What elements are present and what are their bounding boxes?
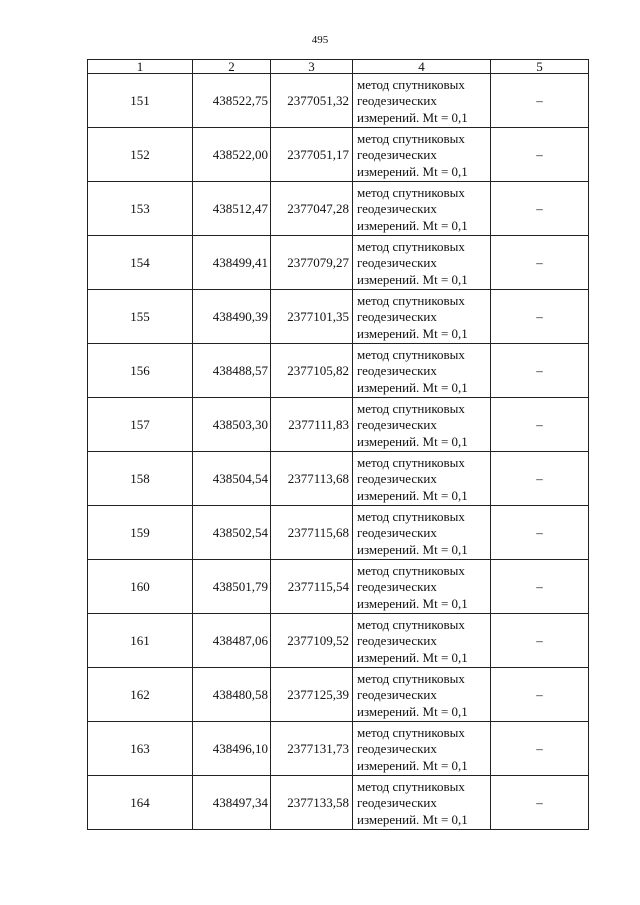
note-cell: –	[491, 128, 589, 182]
point-number-cell: 161	[88, 614, 193, 668]
x-coordinate-cell: 438480,58	[193, 668, 271, 722]
table-header	[88, 60, 589, 74]
note-cell: –	[491, 668, 589, 722]
method-cell	[353, 506, 491, 560]
method-cell	[353, 128, 491, 182]
y-coordinate-cell: 2377051,17	[271, 128, 353, 182]
y-coordinate-cell: 2377115,68	[271, 506, 353, 560]
y-coordinate-cell: 2377111,83	[271, 398, 353, 452]
method-line: измерений. Mt = 0,1	[357, 757, 468, 773]
method-line: метод спутниковых	[357, 238, 465, 254]
method-line: измерений. Mt = 0,1	[357, 217, 468, 233]
method-line: метод спутниковых	[357, 778, 465, 794]
header-cell-5: 5	[491, 60, 589, 74]
table-row	[88, 74, 589, 128]
point-number-cell: 154	[88, 236, 193, 290]
table-row	[88, 776, 589, 830]
point-number-cell: 156	[88, 344, 193, 398]
table-row	[88, 128, 589, 182]
method-line: метод спутниковых	[357, 454, 465, 470]
x-coordinate-cell: 438502,54	[193, 506, 271, 560]
y-coordinate-cell: 2377109,52	[271, 614, 353, 668]
point-number-cell: 163	[88, 722, 193, 776]
point-number-cell: 160	[88, 560, 193, 614]
method-line: геодезических	[357, 579, 437, 594]
method-line: геодезических	[357, 417, 437, 432]
y-coordinate-cell: 2377125,39	[271, 668, 353, 722]
point-number-cell: 155	[88, 290, 193, 344]
method-line: метод спутниковых	[357, 292, 465, 308]
x-coordinate-cell: 438503,30	[193, 398, 271, 452]
y-coordinate-cell: 2377079,27	[271, 236, 353, 290]
x-coordinate-cell: 438496,10	[193, 722, 271, 776]
method-line: измерений. Mt = 0,1	[357, 379, 468, 395]
point-number-cell: 164	[88, 776, 193, 830]
method-cell	[353, 668, 491, 722]
table-row	[88, 236, 589, 290]
method-cell	[353, 344, 491, 398]
method-line: измерений. Mt = 0,1	[357, 703, 468, 719]
x-coordinate-cell: 438497,34	[193, 776, 271, 830]
method-cell	[353, 776, 491, 830]
coordinates-table	[87, 59, 589, 830]
method-line: геодезических	[357, 795, 437, 810]
note-cell: –	[491, 290, 589, 344]
method-line: метод спутниковых	[357, 616, 465, 632]
method-line: измерений. Mt = 0,1	[357, 541, 468, 557]
method-cell	[353, 182, 491, 236]
method-line: измерений. Mt = 0,1	[357, 325, 468, 341]
page-number: 495	[311, 34, 329, 46]
x-coordinate-cell: 438512,47	[193, 182, 271, 236]
method-line: измерений. Mt = 0,1	[357, 109, 468, 125]
y-coordinate-cell: 2377047,28	[271, 182, 353, 236]
method-line: геодезических	[357, 309, 437, 324]
method-cell	[353, 560, 491, 614]
note-cell: –	[491, 182, 589, 236]
method-line: геодезических	[357, 525, 437, 540]
point-number-cell: 153	[88, 182, 193, 236]
point-number-cell: 152	[88, 128, 193, 182]
y-coordinate-cell: 2377113,68	[271, 452, 353, 506]
point-number-cell: 159	[88, 506, 193, 560]
method-cell	[353, 398, 491, 452]
table-row	[88, 452, 589, 506]
method-cell	[353, 236, 491, 290]
method-line: геодезических	[357, 741, 437, 756]
note-cell: –	[491, 236, 589, 290]
method-cell	[353, 74, 491, 128]
y-coordinate-cell: 2377051,32	[271, 74, 353, 128]
method-line: геодезических	[357, 471, 437, 486]
method-line: метод спутниковых	[357, 130, 465, 146]
y-coordinate-cell: 2377131,73	[271, 722, 353, 776]
x-coordinate-cell: 438522,00	[193, 128, 271, 182]
method-cell	[353, 452, 491, 506]
method-cell	[353, 290, 491, 344]
table-row	[88, 560, 589, 614]
table-row	[88, 668, 589, 722]
note-cell: –	[491, 344, 589, 398]
method-line: измерений. Mt = 0,1	[357, 487, 468, 503]
header-cell-1: 1	[88, 60, 193, 74]
method-line: геодезических	[357, 147, 437, 162]
y-coordinate-cell: 2377101,35	[271, 290, 353, 344]
header-cell-2: 2	[193, 60, 271, 74]
method-line: геодезических	[357, 93, 437, 108]
table-body	[88, 74, 589, 830]
x-coordinate-cell: 438501,79	[193, 560, 271, 614]
table-row	[88, 290, 589, 344]
point-number-cell: 151	[88, 74, 193, 128]
method-line: измерений. Mt = 0,1	[357, 595, 468, 611]
point-number-cell: 162	[88, 668, 193, 722]
y-coordinate-cell: 2377115,54	[271, 560, 353, 614]
table-row	[88, 614, 589, 668]
note-cell: –	[491, 452, 589, 506]
method-cell	[353, 722, 491, 776]
method-line: метод спутниковых	[357, 508, 465, 524]
x-coordinate-cell: 438499,41	[193, 236, 271, 290]
method-line: измерений. Mt = 0,1	[357, 649, 468, 665]
point-number-cell: 157	[88, 398, 193, 452]
method-line: геодезических	[357, 201, 437, 216]
method-line: метод спутниковых	[357, 184, 465, 200]
y-coordinate-cell: 2377133,58	[271, 776, 353, 830]
note-cell: –	[491, 398, 589, 452]
header-cell-3: 3	[271, 60, 353, 74]
table-row	[88, 182, 589, 236]
method-line: измерений. Mt = 0,1	[357, 163, 468, 179]
note-cell: –	[491, 560, 589, 614]
method-line: геодезических	[357, 363, 437, 378]
method-line: метод спутниковых	[357, 562, 465, 578]
method-line: метод спутниковых	[357, 76, 465, 92]
note-cell: –	[491, 614, 589, 668]
method-line: метод спутниковых	[357, 400, 465, 416]
method-line: измерений. Mt = 0,1	[357, 271, 468, 287]
method-line: геодезических	[357, 633, 437, 648]
header-row	[88, 60, 589, 74]
note-cell: –	[491, 722, 589, 776]
method-line: измерений. Mt = 0,1	[357, 433, 468, 449]
table-row	[88, 506, 589, 560]
note-cell: –	[491, 74, 589, 128]
x-coordinate-cell: 438522,75	[193, 74, 271, 128]
method-cell	[353, 614, 491, 668]
note-cell: –	[491, 506, 589, 560]
note-cell: –	[491, 776, 589, 830]
table-row	[88, 398, 589, 452]
x-coordinate-cell: 438487,06	[193, 614, 271, 668]
method-line: метод спутниковых	[357, 670, 465, 686]
x-coordinate-cell: 438504,54	[193, 452, 271, 506]
method-line: измерений. Mt = 0,1	[357, 811, 468, 827]
table-row	[88, 722, 589, 776]
header-cell-4: 4	[353, 60, 491, 74]
method-line: геодезических	[357, 687, 437, 702]
x-coordinate-cell: 438490,39	[193, 290, 271, 344]
method-line: геодезических	[357, 255, 437, 270]
method-line: метод спутниковых	[357, 724, 465, 740]
y-coordinate-cell: 2377105,82	[271, 344, 353, 398]
point-number-cell: 158	[88, 452, 193, 506]
method-line: метод спутниковых	[357, 346, 465, 362]
table-row	[88, 344, 589, 398]
x-coordinate-cell: 438488,57	[193, 344, 271, 398]
